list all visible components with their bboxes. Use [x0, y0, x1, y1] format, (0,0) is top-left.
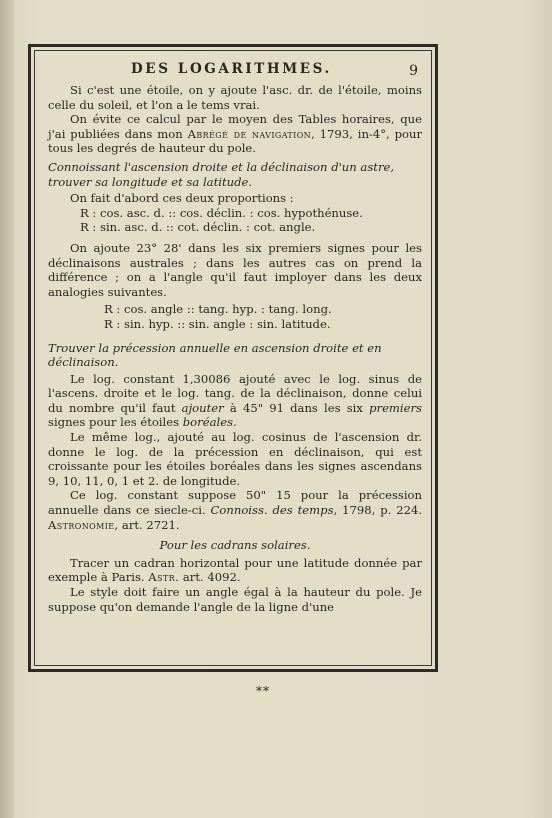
section-heading-longitude-latitude: Connoissant l'ascension droite et la déclinaison d'un astre, trouver sa longitude et sa latitude. [48, 159, 395, 189]
running-title: DES LOGARITHMES. [131, 61, 332, 77]
page-content [48, 60, 422, 614]
paragraph-tables-horaires: On évite ce calcul par le moyen des Tables horaires, que j'ai publiées dans mon Abrégé de navigation, 1793, in-4°, pour tous les degrés de hauteur du pole. [48, 112, 423, 156]
paragraph-log-constant: Le log. constant 1,30086 ajouté avec le log. sinus de l'ascens. droite et le log. tang. de la déclinaison, donne celui du nombre qu'il faut ajouter à 45" 91 dans les six premiers signes pour les étoiles boréales. [48, 371, 422, 430]
formula-latitude: R : sin. hyp. :: sin. angle : sin. latitude. [104, 316, 331, 331]
book-title-abrege: Abrégé de navigation [187, 126, 312, 141]
section-heading-precession: Trouver la précession annuelle en ascension droite et en déclinaison. [48, 340, 382, 370]
formula-longitude: R : cos. angle :: tang. hyp. : tang. long. [104, 302, 332, 317]
paragraph-style-angle: Le style doit faire un angle égal à la hauteur du pole. Je suppose qu'on demande l'angle de la ligne d'une [48, 585, 422, 614]
paragraph-reference: Ce log. constant suppose 50" 15 pour la précession annuelle dans ce siecle-ci. Connoiss. des temps, 1798, p. 224. Astronomie, art. 2721. [48, 488, 423, 532]
signature-mark: ** [256, 684, 270, 698]
paragraph-declinaisons: On ajoute 23° 28' dans les six premiers signes pour les déclinaisons australes ; dans les autres cas on prend la différence ; on a l'angle qu'il faut imployer dans les deux analogies suivantes. [48, 240, 422, 299]
paragraph-star-time: Si c'est une étoile, on y ajoute l'asc. dr. de l'étoile, moins celle du soleil, et l'on a le tems vrai. [48, 83, 422, 112]
paragraph-proportions-intro: On fait d'abord ces deux proportions : [70, 191, 294, 206]
running-header [48, 60, 422, 80]
paragraph-precession-declinaison: Le même log., ajouté au log. cosinus de l'ascension dr. donne le log. de la précession en déclinaison, qui est croissante pour les étoiles boréales dans les signes ascendans 9, 10, 11, 0, 1 et 2. de longitude. [48, 430, 422, 488]
section-heading-cadrans: Pour les cadrans solaires. [159, 538, 311, 553]
page-number: 9 [409, 63, 418, 79]
page-gutter [0, 0, 14, 818]
paragraph-cadran-horizontal: Tracer un cadran horizontal pour une latitude donnée par exemple à Paris. Astr. art. 4092. [48, 555, 422, 585]
formula-angle: R : sin. asc. d. :: cot. déclin. : cot. angle. [80, 220, 316, 235]
formula-hypothenuse: R : cos. asc. d. :: cos. déclin. : cos. hypothénuse. [80, 205, 363, 220]
